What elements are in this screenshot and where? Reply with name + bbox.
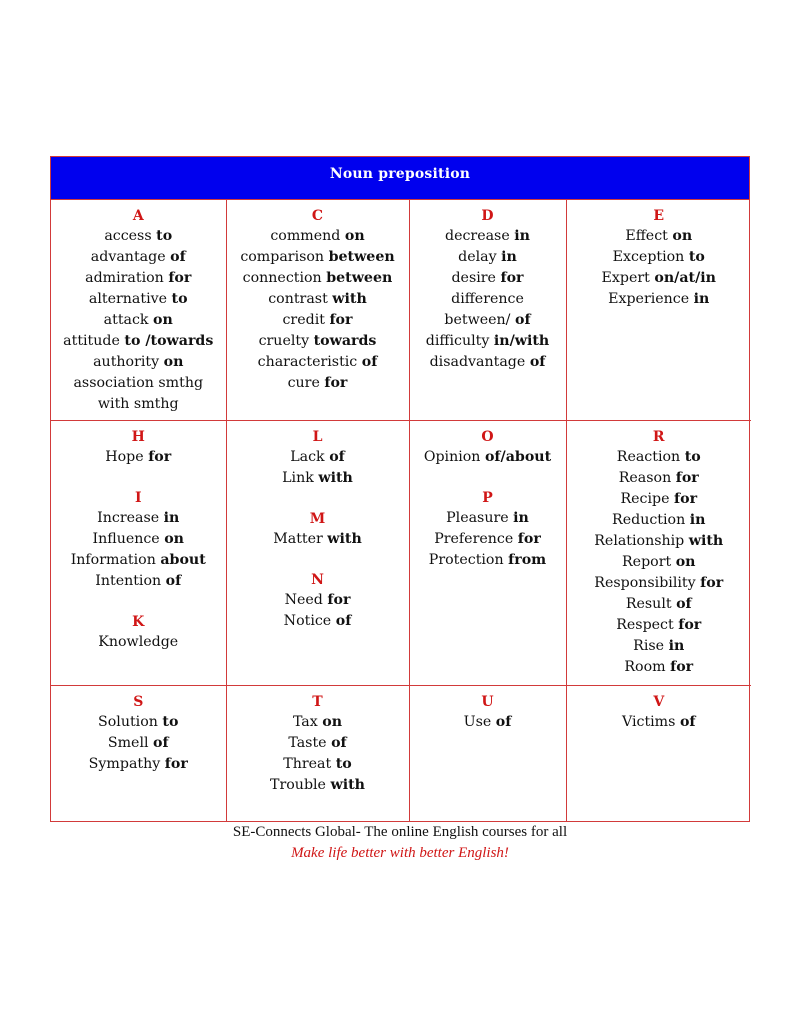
noun-word: attitude (63, 333, 120, 349)
preposition: of (331, 735, 347, 751)
table-cell (51, 200, 226, 421)
noun-entry (53, 529, 224, 550)
noun-entry (569, 615, 750, 636)
footer-tagline: Make life better with better English! (291, 845, 509, 861)
table-cell (566, 200, 751, 421)
preposition: of (329, 449, 345, 465)
noun-entry (229, 468, 407, 489)
noun-entry (229, 289, 407, 310)
letter-group (229, 510, 407, 550)
noun-word: Knowledge (98, 634, 179, 650)
letter-heading: O (481, 429, 494, 445)
letter-heading: C (311, 208, 324, 224)
letter-group (229, 571, 407, 632)
preposition: in (501, 249, 517, 265)
preposition: of (170, 249, 186, 265)
noun-entry (412, 289, 564, 310)
noun-word: credit (282, 312, 325, 328)
noun-word: characteristic (257, 354, 358, 370)
noun-entry (53, 394, 224, 415)
noun-word: Influence (92, 531, 160, 547)
preposition: about (160, 552, 206, 568)
noun-word: comparison (240, 249, 325, 265)
noun-entry (569, 268, 750, 289)
noun-entry (53, 508, 224, 529)
preposition: for (500, 270, 524, 286)
preposition: to (162, 714, 179, 730)
noun-word: Result (625, 596, 672, 612)
noun-word: Protection (428, 552, 504, 568)
noun-entry (412, 529, 564, 550)
noun-entry (569, 594, 750, 615)
noun-entry (229, 775, 407, 796)
noun-word: Increase (97, 510, 160, 526)
preposition: in (668, 638, 685, 654)
noun-entry (569, 636, 750, 657)
preposition: of (361, 354, 378, 370)
preposition: to (171, 291, 188, 307)
noun-word: desire (451, 270, 496, 286)
noun-word: commend (270, 228, 341, 244)
preposition: on (153, 312, 173, 328)
letter-heading: K (132, 614, 145, 630)
preposition: in (693, 291, 710, 307)
noun-word: access (104, 228, 152, 244)
noun-word: Effect (625, 228, 668, 244)
preposition: on (322, 714, 343, 730)
noun-entry (229, 754, 407, 775)
preposition: with (332, 291, 367, 307)
preposition: to (335, 756, 352, 772)
noun-word: Matter (273, 531, 323, 547)
noun-word: Room (624, 659, 666, 675)
preposition: on (672, 228, 693, 244)
preposition: in/with (493, 333, 550, 349)
noun-word: Experience (608, 291, 690, 307)
noun-word: alternative (88, 291, 168, 307)
noun-entry (412, 331, 564, 352)
noun-word: cruelty (258, 333, 310, 349)
table-cell (226, 421, 409, 686)
noun-entry (569, 531, 750, 552)
preposition: towards (313, 333, 377, 349)
table-row (51, 200, 751, 421)
preposition: for (164, 756, 188, 772)
noun-word: Threat (283, 756, 332, 772)
preposition: to (156, 228, 173, 244)
noun-word: with smthg (97, 396, 179, 412)
noun-entry (53, 289, 224, 310)
preposition: in (513, 510, 529, 526)
letter-heading: S (133, 694, 144, 710)
letter-heading: D (481, 208, 494, 224)
noun-word: Smell (107, 735, 149, 751)
preposition: for (168, 270, 192, 286)
footer-credit: SE-Connects Global- The online English courses for all (232, 824, 568, 840)
noun-word: difficulty (425, 333, 490, 349)
noun-word: admiration (85, 270, 164, 286)
letter-group (412, 207, 564, 373)
letter-heading: E (653, 208, 665, 224)
noun-entry (229, 529, 407, 550)
noun-word: Hope (105, 449, 144, 465)
noun-word: association smthg (73, 375, 204, 391)
noun-word: Responsibility (594, 575, 696, 591)
noun-entry (229, 226, 407, 247)
noun-entry (53, 571, 224, 592)
preposition: for (329, 312, 353, 328)
preposition: of (529, 354, 546, 370)
noun-word: Preference (434, 531, 514, 547)
preposition: for (700, 575, 724, 591)
noun-entry (412, 447, 564, 468)
noun-entry (569, 489, 750, 510)
noun-entry (53, 733, 224, 754)
letter-group (569, 428, 750, 678)
noun-word: Tax (292, 714, 318, 730)
preposition: of (335, 613, 352, 629)
letter-group (229, 693, 407, 796)
noun-word: Link (282, 470, 314, 486)
noun-entry (229, 247, 407, 268)
noun-word: Intention (95, 573, 162, 589)
letter-group (412, 693, 564, 733)
noun-entry (53, 310, 224, 331)
preposition: of (165, 573, 182, 589)
preposition: of/about (484, 449, 552, 465)
preposition: to /towards (124, 333, 214, 349)
noun-word: Victims (621, 714, 676, 730)
noun-entry (229, 310, 407, 331)
preposition: with (330, 777, 365, 793)
letter-heading: P (482, 490, 493, 506)
preposition: for (674, 491, 698, 507)
preposition: to (688, 249, 705, 265)
preposition: in (689, 512, 706, 528)
noun-entry (53, 754, 224, 775)
noun-preposition-table (50, 156, 750, 822)
table-cell (409, 686, 566, 822)
noun-word: authority (93, 354, 160, 370)
noun-entry (412, 508, 564, 529)
noun-entry (569, 447, 750, 468)
noun-entry (569, 657, 750, 678)
table-cell (226, 200, 409, 421)
letter-group (53, 489, 224, 592)
noun-word: Information (70, 552, 156, 568)
preposition: between (328, 249, 395, 265)
noun-entry (229, 733, 407, 754)
preposition: with (327, 531, 362, 547)
preposition-grid (51, 200, 751, 821)
noun-word: Reduction (612, 512, 686, 528)
noun-word: cure (287, 375, 320, 391)
letter-heading: V (653, 694, 665, 710)
noun-word: Reason (618, 470, 672, 486)
preposition: between (326, 270, 393, 286)
preposition: for (324, 375, 348, 391)
noun-word: decrease (445, 228, 510, 244)
table-cell (566, 421, 751, 686)
table-header (51, 157, 749, 200)
preposition: for (678, 617, 702, 633)
noun-entry (412, 352, 564, 373)
letter-group (53, 613, 224, 653)
noun-word: attack (103, 312, 149, 328)
letter-heading: I (134, 490, 142, 506)
preposition: for (148, 449, 172, 465)
preposition: of (495, 714, 512, 730)
noun-word: disadvantage (429, 354, 526, 370)
noun-word: Sympathy (88, 756, 161, 772)
letter-group (53, 428, 224, 468)
noun-word: Report (622, 554, 672, 570)
letter-heading: N (311, 572, 324, 588)
preposition: with (688, 533, 724, 549)
noun-entry (53, 373, 224, 394)
noun-entry (229, 712, 407, 733)
noun-word: Lack (290, 449, 325, 465)
letter-heading: A (132, 208, 144, 224)
noun-word: Rise (633, 638, 665, 654)
preposition: for (670, 659, 694, 675)
noun-word: Solution (98, 714, 158, 730)
noun-entry (412, 712, 564, 733)
noun-entry (569, 226, 750, 247)
noun-entry (569, 510, 750, 531)
table-title: Noun preposition (329, 166, 471, 182)
preposition: of (153, 735, 169, 751)
letter-heading: L (312, 429, 323, 445)
letter-heading: U (481, 694, 494, 710)
noun-entry (53, 226, 224, 247)
preposition: to (684, 449, 701, 465)
table-cell (51, 686, 226, 822)
noun-word: Trouble (270, 777, 326, 793)
noun-word: Need (284, 592, 323, 608)
noun-word: Relationship (594, 533, 685, 549)
noun-entry (229, 331, 407, 352)
noun-word: Pleasure (446, 510, 509, 526)
noun-entry (412, 247, 564, 268)
preposition: with (318, 470, 353, 486)
letter-group (569, 207, 750, 310)
noun-entry (569, 468, 750, 489)
noun-entry (569, 289, 750, 310)
preposition: for (327, 592, 351, 608)
noun-word: between/ (444, 312, 511, 328)
table-row (51, 421, 751, 686)
noun-word: advantage (90, 249, 166, 265)
noun-entry (53, 712, 224, 733)
noun-word: Reaction (616, 449, 681, 465)
preposition: on (163, 354, 184, 370)
letter-group (412, 428, 564, 468)
table-row (51, 686, 751, 822)
noun-entry (229, 447, 407, 468)
table-cell (409, 200, 566, 421)
preposition: of (514, 312, 531, 328)
letter-group (229, 207, 407, 394)
noun-word: connection (242, 270, 322, 286)
noun-entry (53, 247, 224, 268)
noun-word: Taste (288, 735, 327, 751)
noun-entry (412, 310, 564, 331)
table-cell (51, 421, 226, 686)
letter-group (53, 693, 224, 775)
preposition: of (679, 714, 696, 730)
letter-heading: R (652, 429, 665, 445)
noun-word: Recipe (620, 491, 670, 507)
noun-entry (229, 373, 407, 394)
noun-entry (412, 226, 564, 247)
noun-entry (569, 247, 750, 268)
noun-word: Use (463, 714, 492, 730)
noun-word: Exception (612, 249, 685, 265)
noun-entry (53, 331, 224, 352)
noun-word: Opinion (423, 449, 481, 465)
noun-word: contrast (268, 291, 328, 307)
preposition: in (163, 510, 180, 526)
noun-entry (53, 447, 224, 468)
letter-group (412, 489, 564, 571)
noun-entry (229, 611, 407, 632)
preposition: on (344, 228, 365, 244)
noun-entry (53, 352, 224, 373)
preposition: in (514, 228, 530, 244)
table-cell (409, 421, 566, 686)
preposition: of (676, 596, 692, 612)
preposition: from (508, 552, 547, 568)
letter-heading: H (131, 429, 145, 445)
preposition: on (675, 554, 696, 570)
noun-entry (412, 550, 564, 571)
letter-group (53, 207, 224, 415)
noun-entry (229, 590, 407, 611)
letter-heading: M (309, 511, 326, 527)
table-cell (566, 686, 751, 822)
noun-word: Expert (601, 270, 650, 286)
noun-entry (229, 352, 407, 373)
noun-word: Notice (283, 613, 332, 629)
letter-heading: T (312, 694, 323, 710)
noun-word: difference (451, 291, 524, 307)
noun-word: Respect (616, 617, 674, 633)
noun-entry (569, 712, 750, 733)
noun-entry (412, 268, 564, 289)
noun-entry (229, 268, 407, 289)
preposition: for (675, 470, 699, 486)
noun-entry (53, 550, 224, 571)
preposition: for (517, 531, 541, 547)
table-cell (226, 686, 409, 822)
noun-entry (569, 573, 750, 594)
noun-entry (53, 632, 224, 653)
noun-entry (53, 268, 224, 289)
preposition: on (164, 531, 184, 547)
letter-group (569, 693, 750, 733)
noun-entry (569, 552, 750, 573)
noun-word: delay (458, 249, 497, 265)
preposition: on/at/in (654, 270, 716, 286)
letter-group (229, 428, 407, 489)
